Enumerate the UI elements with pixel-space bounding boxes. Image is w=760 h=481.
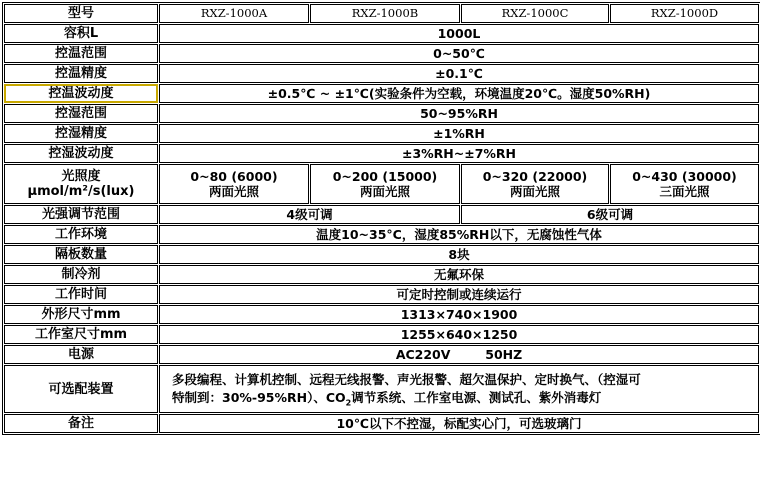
- options-label: 可选配装置: [4, 365, 158, 413]
- temp-accuracy-label: 控温精度: [4, 64, 158, 83]
- illumination-a-range: 0~80 (6000): [190, 169, 278, 184]
- table-row: [4, 225, 759, 244]
- illumination-label-line2: μmol/m²/s(lux): [27, 184, 135, 199]
- illumination-c-range: 0~320 (22000): [482, 169, 588, 184]
- volume-label: 容积L: [4, 24, 158, 43]
- illumination-d: [610, 164, 759, 204]
- outer-size-label: 外形尺寸mm: [4, 305, 158, 324]
- work-time-label: 工作时间: [4, 285, 158, 304]
- illumination-c: [461, 164, 609, 204]
- illumination-d-sides: 三面光照: [659, 184, 710, 199]
- refrigerant-label: 制冷剂: [4, 265, 158, 284]
- light-adjust-label: 光强调节范围: [4, 205, 158, 224]
- temp-fluctuation-value: ±0.5℃ ~ ±1℃(实验条件为空载，环境温度20℃。湿度50%RH): [159, 84, 759, 103]
- options-value: [159, 365, 759, 413]
- table-row: [4, 144, 759, 163]
- temp-fluctuation-label: 控温波动度: [4, 84, 158, 103]
- table-row: [4, 104, 759, 123]
- work-time-value: 可定时控制或连续运行: [159, 285, 759, 304]
- table-row: [4, 245, 759, 264]
- table-row: [4, 325, 759, 344]
- table-row: [4, 305, 759, 324]
- temp-range-value: 0~50℃: [159, 44, 759, 63]
- work-env-label: 工作环境: [4, 225, 158, 244]
- illumination-c-sides: 两面光照: [509, 184, 560, 199]
- options-line2: [172, 389, 756, 407]
- model-label: 型号: [4, 4, 158, 23]
- illumination-a-sides: 两面光照: [208, 184, 259, 199]
- temp-accuracy-value: ±0.1℃: [159, 64, 759, 83]
- illumination-b-sides: 两面光照: [359, 184, 410, 199]
- humidity-accuracy-value: ±1%RH: [159, 124, 759, 143]
- table-row: [4, 265, 759, 284]
- work-env-value: 温度10~35°C，湿度85%RH以下，无腐蚀性气体: [159, 225, 759, 244]
- table-row: [4, 44, 759, 63]
- light-adjust-left: 4级可调: [159, 205, 460, 224]
- volume-value: 1000L: [159, 24, 759, 43]
- power-label: 电源: [4, 345, 158, 364]
- illumination-b-range: 0~200 (15000): [332, 169, 438, 184]
- table-row: [4, 345, 759, 364]
- illumination-a: [159, 164, 309, 204]
- options-line1: 多段编程、计算机控制、远程无线报警、声光报警、超欠温保护、定时换气、（控湿可: [172, 372, 641, 387]
- table-row: [4, 414, 759, 433]
- outer-size-value: 1313×740×1900: [159, 305, 759, 324]
- humidity-range-label: 控湿范围: [4, 104, 158, 123]
- illumination-d-range: 0~430 (30000): [632, 169, 737, 184]
- table-row: [4, 64, 759, 83]
- illumination-label-line1: 光照度: [61, 169, 101, 184]
- table-row: [4, 4, 759, 23]
- humidity-range-value: 50~95%RH: [159, 104, 759, 123]
- temp-range-label: 控温范围: [4, 44, 158, 63]
- remarks-label: 备注: [4, 414, 158, 433]
- table-row: [4, 124, 759, 143]
- model-b: RXZ-1000B: [310, 4, 460, 23]
- chamber-size-label: 工作室尺寸mm: [4, 325, 158, 344]
- light-adjust-right: 6级可调: [461, 205, 759, 224]
- table-row: [4, 84, 759, 103]
- co2-subscript: 2: [345, 398, 352, 408]
- model-a: RXZ-1000A: [159, 4, 309, 23]
- table-row: [4, 365, 759, 413]
- power-value: AC220V 50HZ: [159, 345, 759, 364]
- options-line2-a: 特制到：30%-95%RH）、CO: [172, 390, 346, 405]
- model-c: RXZ-1000C: [461, 4, 609, 23]
- refrigerant-value: 无氟环保: [159, 265, 759, 284]
- shelves-value: 8块: [159, 245, 759, 264]
- shelves-label: 隔板数量: [4, 245, 158, 264]
- table-row: [4, 205, 759, 224]
- humidity-accuracy-label: 控湿精度: [4, 124, 158, 143]
- table-row: [4, 24, 759, 43]
- illumination-label: [4, 164, 158, 204]
- options-line2-b: 调节系统、工作室电源、测试孔、紫外消毒灯: [351, 390, 602, 405]
- spec-table: [2, 2, 760, 435]
- model-d: RXZ-1000D: [610, 4, 759, 23]
- table-row: [4, 164, 759, 204]
- remarks-value: 10℃以下不控湿，标配实心门，可选玻璃门: [159, 414, 759, 433]
- humidity-fluctuation-label: 控湿波动度: [4, 144, 158, 163]
- table-row: [4, 285, 759, 304]
- chamber-size-value: 1255×640×1250: [159, 325, 759, 344]
- humidity-fluctuation-value: ±3%RH~±7%RH: [159, 144, 759, 163]
- illumination-b: [310, 164, 460, 204]
